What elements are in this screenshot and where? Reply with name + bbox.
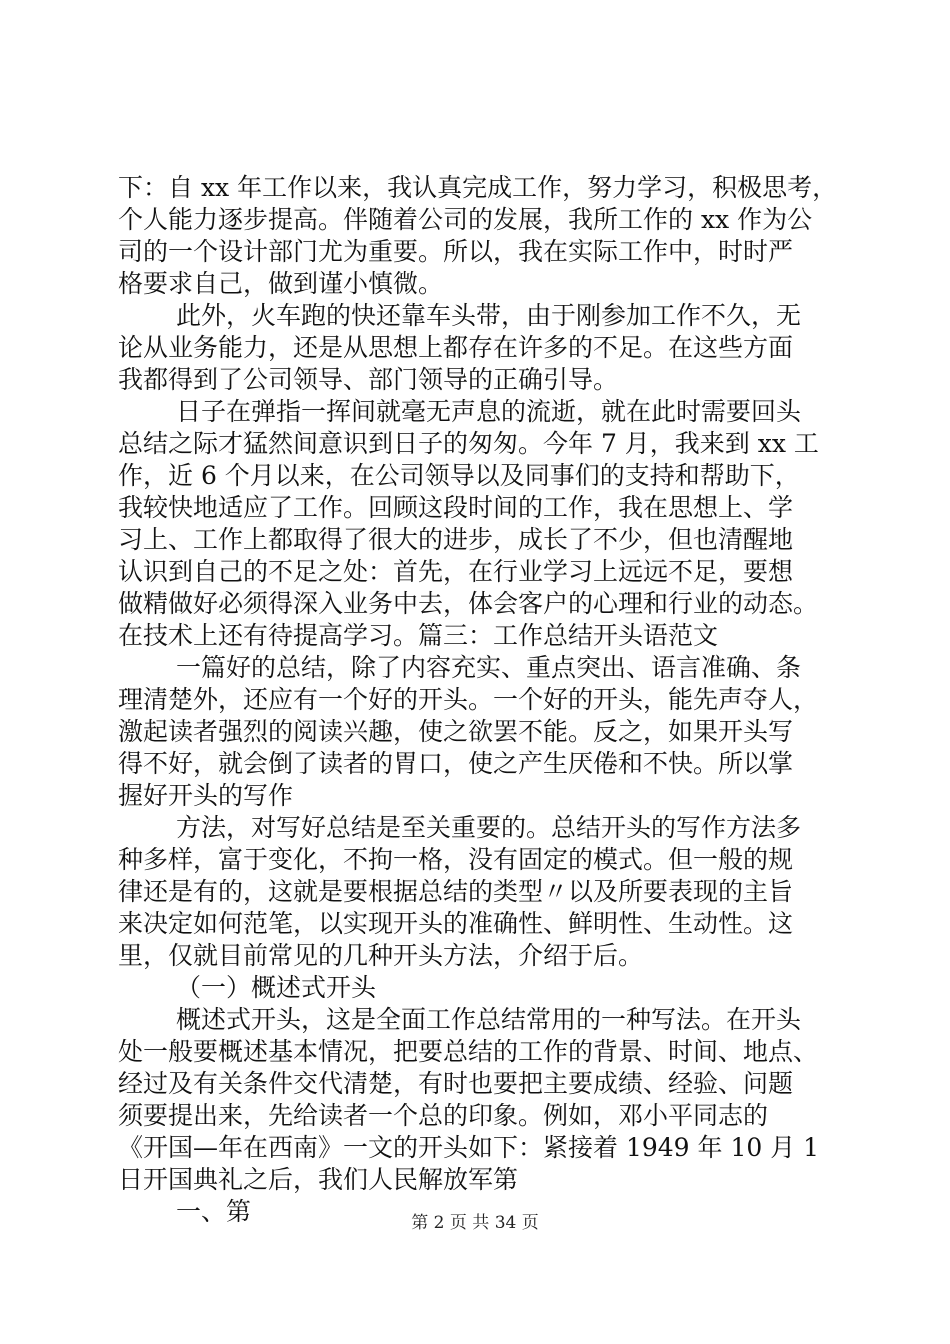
text-line: 在技术上还有待提高学习。篇三：工作总结开头语范文: [118, 621, 719, 650]
paragraph: [118, 652, 838, 812]
text-line: 我较快地适应了工作。回顾这段时间的工作，我在思想上、学: [118, 493, 794, 522]
paragraph: [118, 972, 838, 1004]
paragraph: [118, 812, 838, 972]
text-line: 司的一个设计部门尤为重要。所以，我在实际工作中，时时严: [118, 237, 794, 266]
text-line: 来决定如何范笔，以实现开头的准确性、鲜明性、生动性。这: [118, 909, 794, 938]
text-line: 方法，对写好总结是至关重要的。总结开头的写作方法多: [176, 813, 802, 842]
page-footer: [0, 1212, 950, 1234]
text-line: 经过及有关条件交代清楚，有时也要把主要成绩、经验、问题: [118, 1069, 794, 1098]
text-line: 认识到自己的不足之处：首先，在行业学习上远远不足，要想: [118, 557, 794, 586]
text-line: 一篇好的总结，除了内容充实、重点突出、语言准确、条: [176, 653, 802, 682]
text-line: 个人能力逐步提高。伴随着公司的发展，我所工作的 xx 作为公: [118, 205, 813, 234]
text-line: 概述式开头，这是全面工作总结常用的一种写法。在开头: [176, 1005, 802, 1034]
text-line: 论从业务能力，还是从思想上都存在许多的不足。在这些方面: [118, 333, 794, 362]
text-line: 下：自 xx 年工作以来，我认真完成工作，努力学习，积极思考，: [118, 173, 838, 202]
paragraph: [118, 172, 838, 300]
text-line: 握好开头的写作: [118, 781, 294, 810]
text-line: 此外，火车跑的快还靠车头带，由于刚参加工作不久，无: [176, 301, 802, 330]
text-line: 须要提出来，先给读者一个总的印象。例如，邓小平同志的: [118, 1101, 769, 1130]
text-line: 一、第: [176, 1197, 252, 1226]
text-line: 作，近 6 个月以来，在公司领导以及同事们的支持和帮助下，: [118, 461, 800, 490]
text-line: 日子在弹指一挥间就毫无声息的流逝，就在此时需要回头: [176, 397, 802, 426]
text-line: 我都得到了公司领导、部门领导的正确引导。: [118, 365, 619, 394]
text-line: 处一般要概述基本情况，把要总结的工作的背景、时间、地点、: [118, 1037, 819, 1066]
text-line: 《开国—年在西南》一文的开头如下：紧接着 1949 年 10 月 1: [118, 1133, 820, 1162]
text-line: 里，仅就目前常见的几种开头方法，介绍于后。: [118, 941, 644, 970]
text-line: 理清楚外，还应有一个好的开头。一个好的开头，能先声夺人，: [118, 685, 819, 714]
text-line: 总结之际才猛然间意识到日子的匆匆。今年 7 月，我来到 xx 工: [118, 429, 819, 458]
paragraph: [118, 1004, 838, 1196]
text-line: 种多样，富于变化，不拘一格，没有固定的模式。但一般的规: [118, 845, 794, 874]
paragraph: [118, 300, 838, 396]
text-line: 习上、工作上都取得了很大的进步，成长了不少，但也清醒地: [118, 525, 794, 554]
text-line: 激起读者强烈的阅读兴趣，使之欲罢不能。反之，如果开头写: [118, 717, 794, 746]
text-line: （一）概述式开头: [176, 973, 377, 1002]
text-line: 做精做好必须得深入业务中去，体会客户的心理和行业的动态。: [118, 589, 819, 618]
page-number-label: 第 2 页 共 34 页: [411, 1213, 539, 1233]
document-body: [118, 172, 838, 1228]
text-line: 律还是有的，这就是要根据总结的类型〃以及所要表现的主旨: [118, 877, 794, 906]
paragraph: [118, 396, 838, 652]
text-line: 得不好，就会倒了读者的胃口，使之产生厌倦和不快。所以掌: [118, 749, 794, 778]
text-line: 日开国典礼之后，我们人民解放军第: [118, 1165, 519, 1194]
text-line: 格要求自己，做到谨小慎微。: [118, 269, 444, 298]
